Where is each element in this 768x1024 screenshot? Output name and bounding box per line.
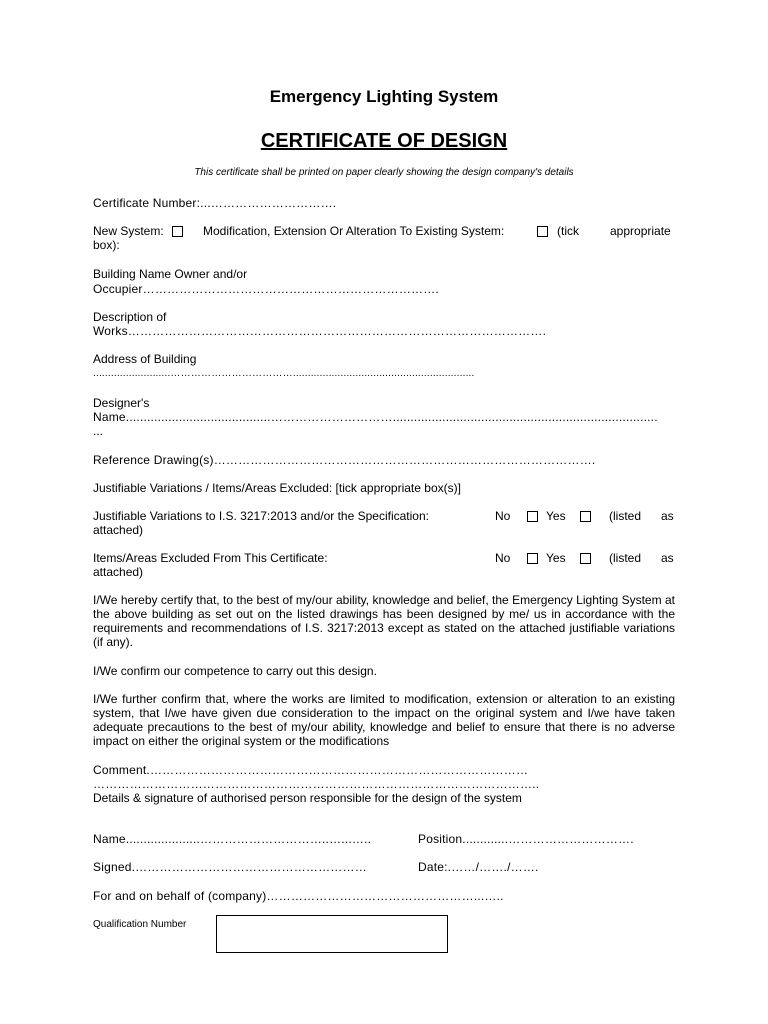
system-title: Emergency Lighting System (269, 87, 499, 106)
description-label: Description of (93, 310, 167, 324)
excluded-label: Items/Areas Excluded From This Certificate: (93, 551, 328, 565)
position-field[interactable]: Position.............…………………………. (418, 832, 634, 846)
no-label: No (495, 509, 511, 523)
page-title: CERTIFICATE OF DESIGN (260, 130, 508, 152)
no-label: No (495, 551, 511, 565)
signed-field[interactable]: Signed.………………………………………………… (93, 860, 367, 874)
address-field[interactable]: ..........................………………………………............................................................. (93, 368, 475, 379)
yes-label: Yes (546, 509, 566, 523)
listed-label: (listed (609, 551, 642, 565)
certify-statement: I/We hereby certify that, to the best of my/our ability, knowledge and belief, the Emergency Lighting System at the above building as set out on the listed drawings has been designed by me/ us in accordance with the requirements and recommendations of I.S. 3217:2013 except as stated on the attached justifiable variations (if any). (93, 593, 675, 649)
qualification-number-input[interactable] (216, 915, 448, 953)
excluded-yes-checkbox[interactable] (580, 551, 591, 565)
occupier-field[interactable]: Occupier………………………………………………………………. (93, 282, 439, 296)
designer-name-continuation: ... (93, 424, 104, 438)
variations-yes-checkbox[interactable] (580, 509, 591, 523)
certificate-number-field[interactable]: Certificate Number:...…………………………. (93, 196, 337, 210)
company-field[interactable]: For and on behalf of (company)……………………………………………...….. (93, 889, 504, 903)
works-field[interactable]: Works…………………………………………………………………………………………. (93, 324, 547, 338)
as-label: as (661, 509, 674, 523)
excluded-no-checkbox[interactable] (527, 551, 538, 565)
date-field[interactable]: Date:.……/……./……. (418, 860, 539, 874)
designer-label: Designer's (93, 396, 150, 410)
designer-name-field[interactable]: Name.........................................…………………………........................................................................... (93, 410, 658, 424)
yes-label: Yes (546, 551, 566, 565)
reference-drawings-field[interactable]: Reference Drawing(s)…………………………………………………………………………………. (93, 453, 596, 467)
comment-field[interactable]: Comment.………………………………………………………………………………… (93, 763, 529, 777)
as-label: as (661, 551, 674, 565)
justifiable-heading: Justifiable Variations / Items/Areas Excluded: [tick appropriate box(s)] (93, 481, 461, 495)
variations-no-checkbox[interactable] (527, 509, 538, 523)
name-field[interactable]: Name.....................…………………………..…...….. (93, 832, 372, 846)
attached-label: attached) (93, 565, 144, 579)
modification-checkbox[interactable] (537, 224, 548, 238)
further-statement: I/We further confirm that, where the works are limited to modification, extension or alteration to an existing system, that I/we have given due consideration to the impact on the original system and I/we have taken adequate precautions to the best of my/our ability, knowledge and belief to ensure that there is no adverse impact on either the original system or the modifications (93, 692, 675, 748)
variations-label: Justifiable Variations to I.S. 3217:2013 and/or the Specification: (93, 509, 429, 523)
address-label: Address of Building (93, 352, 197, 366)
competence-statement: I/We confirm our competence to carry out this design. (93, 664, 377, 678)
comment-field-line2[interactable]: ……………………………………………………………………………………………….. (93, 777, 540, 791)
new-system-checkbox[interactable] (172, 224, 183, 238)
modification-label: Modification, Extension Or Alteration To Existing System: (203, 224, 505, 238)
tick-note-c: box): (93, 238, 120, 252)
print-note: This certificate shall be printed on paper clearly showing the design company's details (194, 167, 574, 178)
listed-label: (listed (609, 509, 642, 523)
qualification-label: Qualification Number (93, 919, 187, 930)
building-name-label: Building Name Owner and/or (93, 267, 248, 281)
attached-label: attached) (93, 523, 144, 537)
new-system-label: New System: (93, 224, 164, 238)
signature-details-heading: Details & signature of authorised person responsible for the design of the system (93, 791, 522, 805)
tick-note-a: (tick (557, 224, 579, 238)
tick-note-b: appropriate (610, 224, 671, 238)
